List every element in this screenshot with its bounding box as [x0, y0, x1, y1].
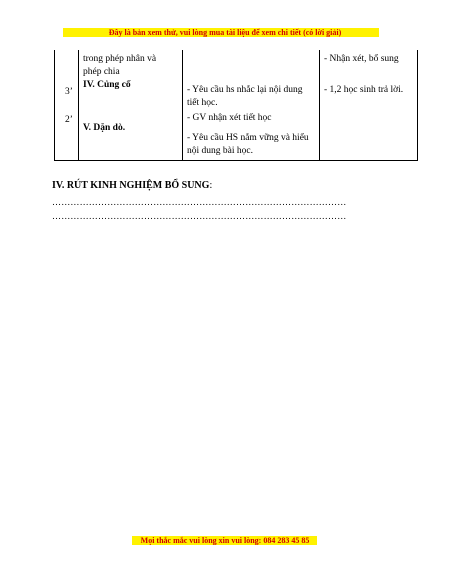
dotted-fill-line: ……………………………………………………………………………………	[52, 197, 347, 207]
table-row	[55, 50, 418, 161]
teacher-line: tiết học.	[187, 98, 218, 108]
time-v: 2’	[65, 115, 73, 125]
section-heading-cung-co: IV. Củng cố	[83, 80, 131, 90]
student-line: - 1,2 học sinh trả lời.	[324, 85, 404, 95]
content-line: trong phép nhân và	[83, 54, 157, 64]
lesson-plan-table	[54, 50, 418, 161]
time-iv: 3’	[65, 87, 73, 97]
teacher-activity-cell	[183, 50, 320, 161]
preview-notice-banner: Đây là bản xem thử, vui lòng mua tài liệu để xem chi tiết (có lời giải)	[0, 27, 450, 38]
teacher-line: - Yêu cầu HS nắm vững và hiểu	[187, 133, 309, 143]
contact-notice-banner: Mọi thắc mắc vui lòng xin vui lòng: 084 283 45 85	[0, 535, 450, 546]
dotted-fill-line: ……………………………………………………………………………………	[52, 211, 347, 221]
content-line: phép chia	[83, 67, 120, 77]
experience-title-colon: :	[209, 180, 213, 191]
student-activity-cell	[320, 50, 418, 161]
teacher-line: - Yêu cầu hs nhắc lại nội dung	[187, 85, 303, 95]
experience-section-title	[52, 180, 212, 191]
section-heading-dan-do: V. Dặn dò.	[83, 123, 126, 133]
student-line: - Nhận xét, bổ sung	[324, 54, 399, 64]
experience-title-text: IV. RÚT KINH NGHIỆM BỔ SUNG	[52, 180, 210, 191]
teacher-line: nội dung bài học.	[187, 146, 253, 156]
teacher-line: - GV nhận xét tiết học	[187, 113, 272, 123]
time-cell	[55, 50, 79, 161]
content-cell	[79, 50, 183, 161]
